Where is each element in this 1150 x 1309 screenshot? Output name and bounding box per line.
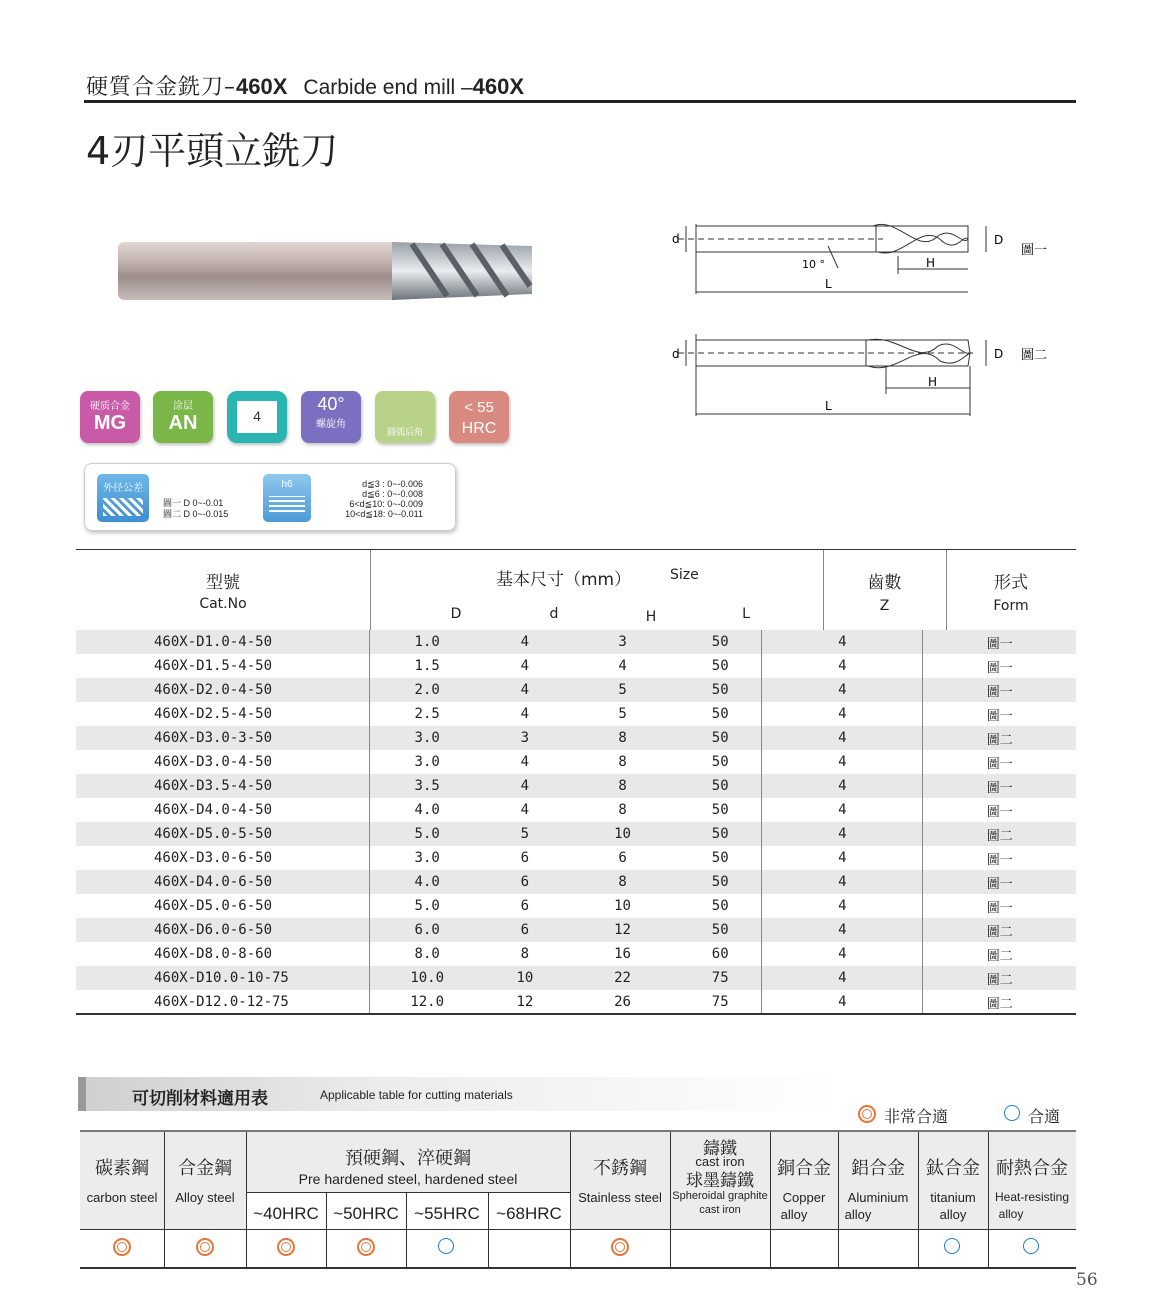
c-L-cell: 75 [679, 990, 761, 1014]
c-form-cell: 圖一 [986, 900, 1013, 916]
c-z-cell: 4 [762, 822, 923, 846]
c-H-cell: 10 [566, 822, 680, 846]
header-title-cn: 硬質合金銑刀– [86, 75, 237, 100]
c-model-cell: 460X-D3.0-4-50 [76, 750, 370, 774]
c-D-cell: 1.0 [370, 630, 484, 654]
c-H-cell: 8 [566, 774, 680, 798]
table-row [76, 630, 1076, 654]
c-z-cell: 4 [762, 870, 923, 894]
c-z-cell: 4 [762, 894, 923, 918]
c-D-cell: 6.0 [370, 918, 484, 942]
c-model-cell: 460X-D2.5-4-50 [76, 702, 370, 726]
c-H-cell: 12 [566, 918, 680, 942]
c-form-cell: 圖一 [923, 774, 1076, 798]
c-model-cell: 460X-D5.0-6-50 [76, 894, 370, 918]
fig1-label: 圖一 [1021, 243, 1048, 258]
fig2-d: d [672, 347, 680, 361]
legend-ok-label: 合適 [1028, 1107, 1061, 1126]
c-H-cell: 26 [614, 994, 631, 1010]
table-row [76, 870, 1076, 894]
c-H-cell: 3 [566, 630, 680, 654]
table-row [76, 846, 1076, 870]
table-row [76, 942, 1076, 966]
c-model-cell: 460X-D3.5-4-50 [76, 774, 370, 798]
m-alloy-en: Alloy steel [175, 1190, 235, 1205]
c-d-cell: 5 [484, 822, 566, 846]
c-L-cell: 50 [679, 870, 761, 894]
m-cast-en3: cast iron [699, 1204, 741, 1216]
c-L-cell: 50 [679, 726, 761, 750]
c-L-cell: 50 [679, 822, 761, 846]
h-d: d [549, 606, 559, 622]
c-z-cell: 4 [762, 654, 923, 678]
c-model-cell: 460X-D4.0-4-50 [76, 798, 370, 822]
badge-big-5: HRC [461, 420, 497, 437]
c-form-cell: 圖二 [923, 966, 1076, 990]
c-d-cell: 6 [484, 918, 566, 942]
header-model-en: 460X [472, 74, 525, 99]
table-row [76, 990, 1076, 1014]
c-L-cell: 50 [679, 774, 761, 798]
badge-small-5: < 55 [464, 399, 494, 416]
badge-0 [80, 391, 140, 443]
badge-small-3: 螺旋角 [316, 419, 346, 430]
c-z-cell: 4 [762, 726, 923, 750]
fig2-H: H [928, 375, 938, 389]
table-row [76, 702, 1076, 726]
shank-tol-2: d≦6 : 0~-0.008 [362, 489, 423, 499]
c-z-cell: 4 [762, 918, 923, 942]
table-row [76, 750, 1076, 774]
table-row [76, 726, 1076, 750]
c-L-cell: 50 [679, 846, 761, 870]
m-ti-en2: alloy [939, 1207, 967, 1222]
c-z-cell: 4 [762, 750, 923, 774]
c-z-cell: 4 [762, 702, 923, 726]
c-L-cell: 50 [679, 654, 761, 678]
m-carbon-cn: 碳素鋼 [95, 1158, 149, 1178]
legend-very-label: 非常合適 [884, 1107, 949, 1126]
very-suitable-icon [611, 1238, 629, 1256]
c-D-cell: 2.5 [414, 706, 440, 722]
outer-tolerance-icon [97, 474, 149, 522]
c-L-cell: 60 [679, 942, 761, 966]
c-model-cell: 460X-D3.0-3-50 [76, 726, 370, 750]
badge-big-0: MG [93, 412, 127, 434]
table-row [76, 894, 1076, 918]
h-form-en: Form [993, 598, 1029, 614]
c-z-cell: 4 [762, 798, 923, 822]
m-alu-en1: Aluminium [847, 1190, 909, 1205]
c-D-cell: 8.0 [414, 946, 440, 962]
fig2-L: L [825, 399, 832, 413]
c-z-cell: 4 [762, 990, 923, 1014]
fig2-label: 圖二 [1021, 348, 1048, 363]
c-D-cell: 3.0 [370, 726, 484, 750]
shank-tolerance-icon [263, 474, 311, 522]
c-model-cell: 460X-D6.0-6-50 [76, 918, 370, 942]
header-divider [84, 100, 1076, 103]
materials-table [80, 1130, 1076, 1269]
very-suitable-icon [113, 1238, 131, 1256]
m-ti-en1: titanium [930, 1190, 976, 1205]
c-D-cell: 4.0 [414, 802, 440, 818]
h-size-cn: 基本尺寸（mm） [496, 570, 632, 590]
m-copper-en1: Copper [782, 1190, 826, 1205]
m-cast-en1: cast iron [695, 1154, 745, 1169]
shank-tol-1: d≦3 : 0~-0.006 [362, 479, 423, 489]
m-pre-en: Pre hardened steel, hardened steel [298, 1171, 518, 1187]
c-L-cell: 50 [679, 750, 761, 774]
c-D-cell: 3.0 [414, 850, 440, 866]
m-alloy-cn: 合金鋼 [178, 1158, 232, 1178]
c-z-cell: 4 [762, 774, 923, 798]
shank-tol-4: 10<d≦18: 0~-0.011 [345, 509, 423, 519]
c-form-cell: 圖一 [923, 630, 1076, 654]
c-model-cell: 460X-D3.0-6-50 [76, 846, 370, 870]
suitable-icon [944, 1238, 960, 1254]
c-form-cell: 圖一 [923, 678, 1076, 702]
h-model-en: Cat.No [199, 596, 247, 612]
table-row [76, 966, 1076, 990]
c-D-cell: 3.5 [370, 774, 484, 798]
very-suitable-icon [357, 1238, 375, 1256]
h-size-en: Size [670, 567, 699, 583]
c-H-cell: 4 [618, 658, 627, 674]
table-row [76, 918, 1076, 942]
c-form-cell: 圖二 [986, 996, 1013, 1012]
c-form-cell: 圖二 [923, 822, 1076, 846]
fig1-H: H [926, 256, 936, 270]
technical-drawings [668, 216, 1068, 416]
c-model-cell: 460X-D2.0-4-50 [76, 678, 370, 702]
c-model-cell: 460X-D1.0-4-50 [76, 630, 370, 654]
c-L-cell: 50 [679, 918, 761, 942]
c-form-cell: 圖一 [923, 870, 1076, 894]
suitable-icon [438, 1238, 454, 1254]
m-hrc-50: ~50HRC [333, 1204, 399, 1223]
m-cast-cn2: 球墨鑄鐵 [686, 1171, 754, 1190]
c-form-cell: 圖一 [986, 756, 1013, 772]
c-D-cell: 2.0 [370, 678, 484, 702]
c-z-cell: 4 [762, 678, 923, 702]
c-L-cell: 50 [679, 894, 761, 918]
c-d-cell: 4 [520, 802, 530, 818]
c-D-cell: 5.0 [414, 898, 440, 914]
m-carbon-en: carbon steel [86, 1190, 158, 1205]
materials-title-en: Applicable table for cutting materials [320, 1088, 513, 1102]
c-H-cell: 8 [618, 802, 627, 818]
badge-4 [375, 391, 435, 443]
suitable-icon [1023, 1238, 1039, 1254]
tolerance-box [84, 463, 456, 531]
c-d-cell: 6 [520, 898, 530, 914]
materials-title-cn: 可切削材料適用表 [132, 1089, 268, 1109]
c-D-cell: 3.0 [414, 754, 440, 770]
h-H: H [645, 609, 657, 625]
m-ti-cn: 鈦合金 [926, 1158, 980, 1178]
badge-small-1: 涂层 [173, 401, 193, 412]
c-d-cell: 3 [484, 726, 566, 750]
c-form-cell: 圖二 [923, 918, 1076, 942]
badge-5 [449, 391, 509, 443]
c-D-cell: 4.0 [370, 870, 484, 894]
m-heat-cn: 耐熱合金 [996, 1158, 1068, 1178]
c-L-cell: 50 [679, 678, 761, 702]
m-heat-en1: Heat-resisting [994, 1190, 1070, 1204]
end-mill-photo [112, 236, 537, 304]
table-row [76, 822, 1076, 846]
c-form-cell: 圖一 [986, 708, 1013, 724]
c-L-cell: 75 [679, 966, 761, 990]
shank-tolerance-label: h6 [281, 479, 293, 490]
fig1-angle: 10 ° [802, 258, 825, 271]
c-H-cell: 22 [566, 966, 680, 990]
c-model-cell: 460X-D4.0-6-50 [76, 870, 370, 894]
m-hrc-68: ~68HRC [496, 1204, 562, 1223]
c-d-cell: 4 [484, 678, 566, 702]
c-D-cell: 12.0 [410, 994, 445, 1010]
c-d-cell: 6 [484, 870, 566, 894]
c-z-cell: 4 [762, 966, 923, 990]
c-D-cell: 10.0 [370, 966, 484, 990]
legend-ok-icon [1004, 1105, 1020, 1121]
c-d-cell: 4 [520, 754, 530, 770]
table-row [76, 798, 1076, 822]
spec-table-bottom-rule [76, 1013, 1076, 1015]
m-stainless-en: Stainless steel [578, 1190, 662, 1205]
table-row [76, 678, 1076, 702]
spec-table-header [76, 549, 1076, 631]
shank-tol-3: 6<d≦10: 0~-0.009 [349, 499, 423, 509]
m-copper-en2: alloy [780, 1207, 808, 1222]
c-d-cell: 4 [520, 706, 530, 722]
table-row [76, 774, 1076, 798]
badge-small-0: 硬质合金 [90, 401, 130, 412]
c-H-cell: 5 [566, 678, 680, 702]
badge-small-4: 圓弧后角 [386, 427, 423, 437]
c-H-cell: 8 [566, 726, 680, 750]
c-d-cell: 12 [516, 994, 534, 1010]
c-H-cell: 5 [618, 706, 627, 722]
header-title-en: Carbide end mill – [303, 76, 473, 99]
c-L-cell: 50 [679, 630, 761, 654]
c-form-cell: 圖二 [923, 726, 1076, 750]
table-row [76, 654, 1076, 678]
m-stainless-cn: 不銹鋼 [593, 1158, 647, 1178]
badge-1 [153, 391, 213, 443]
outer-tol-2: 圖二 D 0~-0.015 [163, 509, 229, 519]
c-L-cell: 50 [679, 702, 761, 726]
m-heat-en2: alloy [998, 1207, 1024, 1221]
fig2-D: D [994, 347, 1004, 361]
m-hrc-55: ~55HRC [414, 1204, 480, 1223]
header-model: 460X [236, 74, 288, 99]
very-suitable-icon [196, 1238, 214, 1256]
c-form-cell: 圖二 [986, 948, 1013, 964]
m-copper-cn: 銅合金 [777, 1158, 831, 1178]
c-D-cell: 1.5 [414, 658, 440, 674]
c-d-cell: 4 [520, 658, 530, 674]
c-d-cell: 10 [484, 966, 566, 990]
very-suitable-icon [277, 1238, 295, 1256]
outer-tol-1: 圖一 D 0~-0.01 [163, 498, 224, 508]
page-number: 56 [1076, 1270, 1098, 1290]
c-form-cell: 圖一 [986, 804, 1013, 820]
m-hrc-40: ~40HRC [253, 1204, 319, 1223]
m-pre-cn: 預硬鋼、淬硬鋼 [345, 1148, 471, 1168]
legend-very-icon [858, 1105, 876, 1123]
fig1-L: L [825, 277, 832, 291]
c-model-cell: 460X-D5.0-5-50 [76, 822, 370, 846]
m-alu-cn: 鋁合金 [851, 1158, 905, 1178]
c-H-cell: 8 [618, 754, 627, 770]
c-model-cell: 460X-D10.0-10-75 [76, 966, 370, 990]
c-model-cell: 460X-D1.5-4-50 [76, 654, 370, 678]
c-H-cell: 6 [618, 850, 627, 866]
c-H-cell: 16 [614, 946, 631, 962]
h-model-cn: 型號 [206, 573, 240, 593]
badge-big-3: 40° [317, 394, 345, 414]
shank-shape [118, 242, 398, 300]
materials-banner [78, 1077, 838, 1111]
c-H-cell: 8 [566, 870, 680, 894]
c-d-cell: 4 [484, 630, 566, 654]
m-cast-en2: Spheroidal graphite [672, 1190, 768, 1202]
fig1-d: d [672, 232, 680, 246]
h-z-en: Z [879, 598, 890, 614]
h-form-cn: 形式 [994, 573, 1028, 593]
h-D: D [450, 606, 462, 622]
h-z-cn: 齒數 [867, 573, 902, 593]
c-z-cell: 4 [762, 630, 923, 654]
badge-big-2: 4 [253, 408, 261, 424]
c-d-cell: 6 [520, 850, 530, 866]
badge-2 [227, 391, 287, 443]
fig1-D: D [994, 233, 1004, 247]
c-H-cell: 10 [614, 898, 631, 914]
badge-big-1: AN [168, 412, 198, 434]
h-L: L [742, 606, 750, 622]
c-model-cell: 460X-D12.0-12-75 [76, 990, 370, 1014]
badge-3 [301, 391, 361, 443]
c-d-cell: 4 [484, 774, 566, 798]
c-z-cell: 4 [762, 942, 923, 966]
outer-tolerance-label: 外径公差 [103, 483, 143, 494]
c-L-cell: 50 [679, 798, 761, 822]
c-form-cell: 圖一 [986, 660, 1013, 676]
c-z-cell: 4 [762, 846, 923, 870]
c-form-cell: 圖一 [986, 852, 1013, 868]
spec-table [76, 630, 1076, 1014]
c-D-cell: 5.0 [370, 822, 484, 846]
page-header [86, 70, 524, 101]
m-cast-cn1: 鑄鐵 [703, 1139, 737, 1158]
page-title: 4刃平頭立銑刀 [86, 129, 339, 173]
c-d-cell: 8 [520, 946, 530, 962]
c-model-cell: 460X-D8.0-8-60 [76, 942, 370, 966]
m-alu-en2: alloy [844, 1207, 872, 1222]
